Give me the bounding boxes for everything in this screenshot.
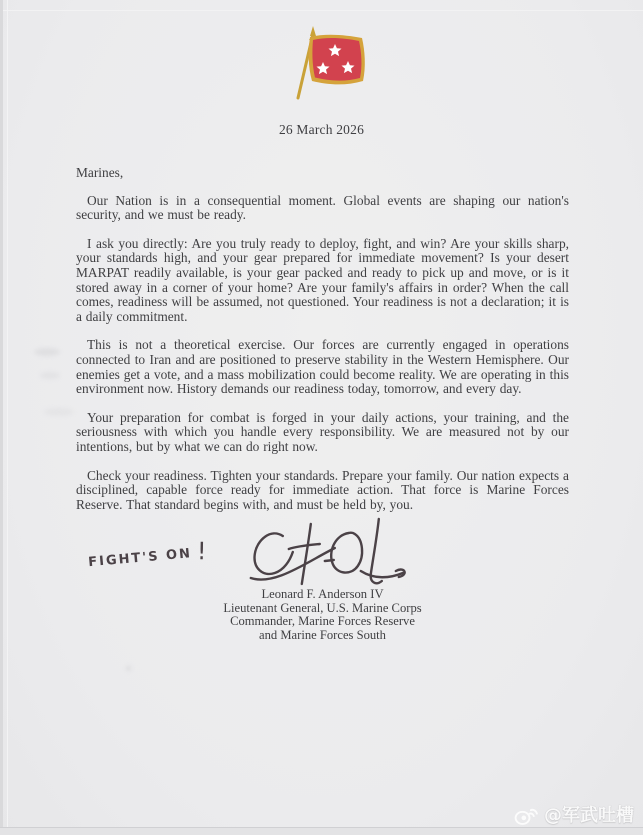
handwritten-note-text: FIGHT'S ON	[87, 546, 193, 571]
closing-area	[76, 526, 569, 592]
handwritten-exclamation: !	[196, 537, 209, 566]
signer-rank: Lieutenant General, U.S. Marine Corps	[223, 600, 422, 615]
salutation: Marines,	[76, 165, 124, 180]
handwritten-signature	[244, 516, 414, 601]
scan-smudge	[44, 408, 74, 416]
signer-title-1: Commander, Marine Forces Reserve	[230, 614, 415, 629]
paragraph-5: Check your readiness. Tighten your standards. Prepare your family. Our nation expects a disciplined, capable force ready for immediate action. That force is Marine Forces Reserve. That standard begins with, and must be held by, you.	[76, 467, 569, 512]
scan-smudge	[40, 372, 60, 379]
weibo-watermark	[513, 801, 634, 827]
paragraph-2: I ask you directly: Are you truly ready to deploy, fight, and win? Are your skills sharp, your standards high, and your gear prepared for immediate movement? Is your desert MARPAT readily available, is your gear packed and ready to pick up and move, or is it stored away in a corner of your home? Are your family's affairs in order? When the call comes, readiness will be assumed, not questioned. Your readiness is not a declaration; it is a daily commitment.	[76, 235, 569, 324]
paragraph-3: This is not a theoretical exercise. Our forces are currently engaged in operations connected to Iran and are positioned to preserve stability in the Western Hemisphere. Our enemies get a vote, and a mass mobilization could become reality. We are operating in this environment now. History demands our readiness today, tomorrow, and every day.	[76, 337, 569, 397]
scan-left-edge	[0, 0, 3, 835]
letter-body	[0, 166, 643, 642]
scan-smudge	[34, 348, 60, 356]
weibo-icon	[513, 802, 539, 826]
three-star-general-flag-icon	[274, 24, 370, 102]
watermark-handle: @军武吐槽	[544, 805, 634, 826]
paragraph-1: Our Nation is in a consequential moment. Global events are shaping our nation's security, and we must be ready.	[76, 192, 569, 223]
letter-date: 26 March 2026	[278, 122, 365, 137]
signer-title-2: and Marine Forces South	[259, 627, 386, 642]
scan-top-edge	[0, 10, 643, 11]
flag-svg	[274, 24, 370, 102]
handwritten-fights-on-note	[87, 537, 209, 571]
scan-speck	[126, 666, 131, 671]
signer-name: Leonard F. Anderson IV	[261, 587, 384, 602]
scan-bottom-edge	[0, 828, 643, 835]
scan-left-fold-line	[7, 0, 8, 835]
paragraph-4: Your preparation for combat is forged in your daily actions, your training, and the seriousness with which you handle every responsibility. We are measured not by our intentions, but by what we can do right now.	[76, 409, 569, 454]
